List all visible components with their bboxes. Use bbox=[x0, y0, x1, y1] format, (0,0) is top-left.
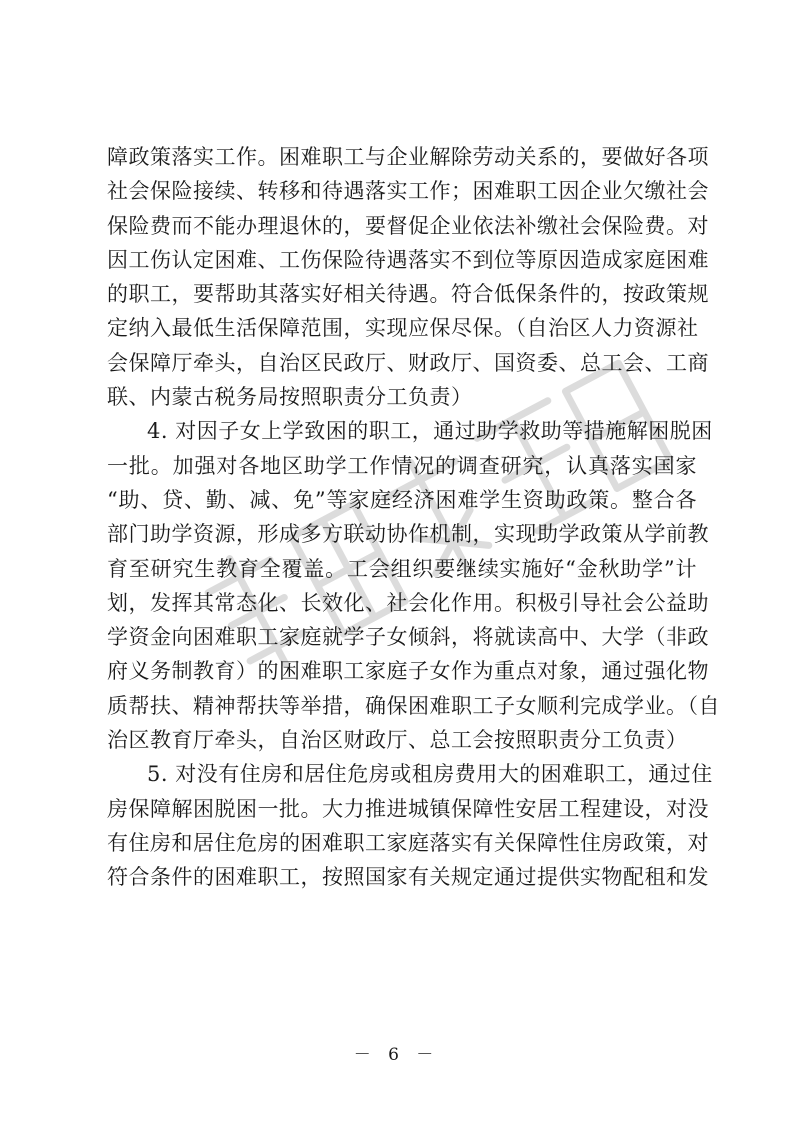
text-line: 社会保险接续、转移和待遇落实工作；困难职工因企业欠缴社会 bbox=[107, 179, 709, 204]
paragraph-5-first-line: 5. 对没有住房和居住危房或租房费用大的困难职工，通过住 bbox=[147, 762, 713, 787]
text-line: 房保障解困脱困一批。大力推进城镇保障性安居工程建设，对没 bbox=[107, 796, 709, 821]
text-line: 会保障厅牵头，自治区民政厅、财政厅、国资委、总工会、工商 bbox=[107, 350, 709, 375]
text-line: 的职工，要帮助其落实好相关待遇。符合低保条件的，按政策规 bbox=[107, 282, 709, 307]
text-line: “助、贷、勤、减、免”等家庭经济困难学生资助政策。整合各 bbox=[107, 487, 697, 512]
text-line: 划，发挥其常态化、长效化、社会化作用。积极引导社会公益助 bbox=[107, 590, 709, 615]
text-line: 部门助学资源，形成多方联动协作机制，实现助学政策从学前教 bbox=[107, 522, 709, 547]
text-line: 定纳入最低生活保障范围，实现应保尽保。（自治区人力资源社 bbox=[107, 316, 699, 341]
text-line: 联、内蒙古税务局按照职责分工负责） bbox=[107, 385, 473, 410]
page-number: － 6 － bbox=[353, 1045, 440, 1065]
text-line: 育至研究生教育全覆盖。工会组织要继续实施好“金秋助学”计 bbox=[107, 556, 697, 581]
text-line: 一批。加强对各地区助学工作情况的调查研究，认真落实国家 bbox=[107, 453, 697, 478]
text-line: 学资金向困难职工家庭就学子女倾斜，将就读高中、大学（非政 bbox=[107, 625, 709, 650]
text-line: 符合条件的困难职工，按照国家有关规定通过提供实物配租和发 bbox=[107, 865, 709, 890]
text-line: 障政策落实工作。困难职工与企业解除劳动关系的，要做好各项 bbox=[107, 145, 709, 169]
text-line: 质帮扶、精神帮扶等举措，确保困难职工子女顺利完成学业。（自 bbox=[107, 693, 720, 718]
text-line: 有住房和居住危房的困难职工家庭落实有关保障性住房政策，对 bbox=[107, 830, 709, 855]
paragraph-4-first-line: 4. 对因子女上学致困的职工，通过助学救助等措施解困脱困 bbox=[147, 419, 713, 444]
text-line: 府义务制教育）的困难职工家庭子女作为重点对象，通过强化物 bbox=[107, 659, 709, 684]
text-line: 治区教育厅牵头，自治区财政厅、总工会按照职责分工负责） bbox=[107, 728, 688, 753]
text-line: 因工伤认定困难、工伤保险待遇落实不到位等原因造成家庭困难 bbox=[107, 247, 709, 272]
text-line: 保险费而不能办理退休的，要督促企业依法补缴社会保险费。对 bbox=[107, 213, 709, 238]
body-text bbox=[107, 140, 720, 895]
